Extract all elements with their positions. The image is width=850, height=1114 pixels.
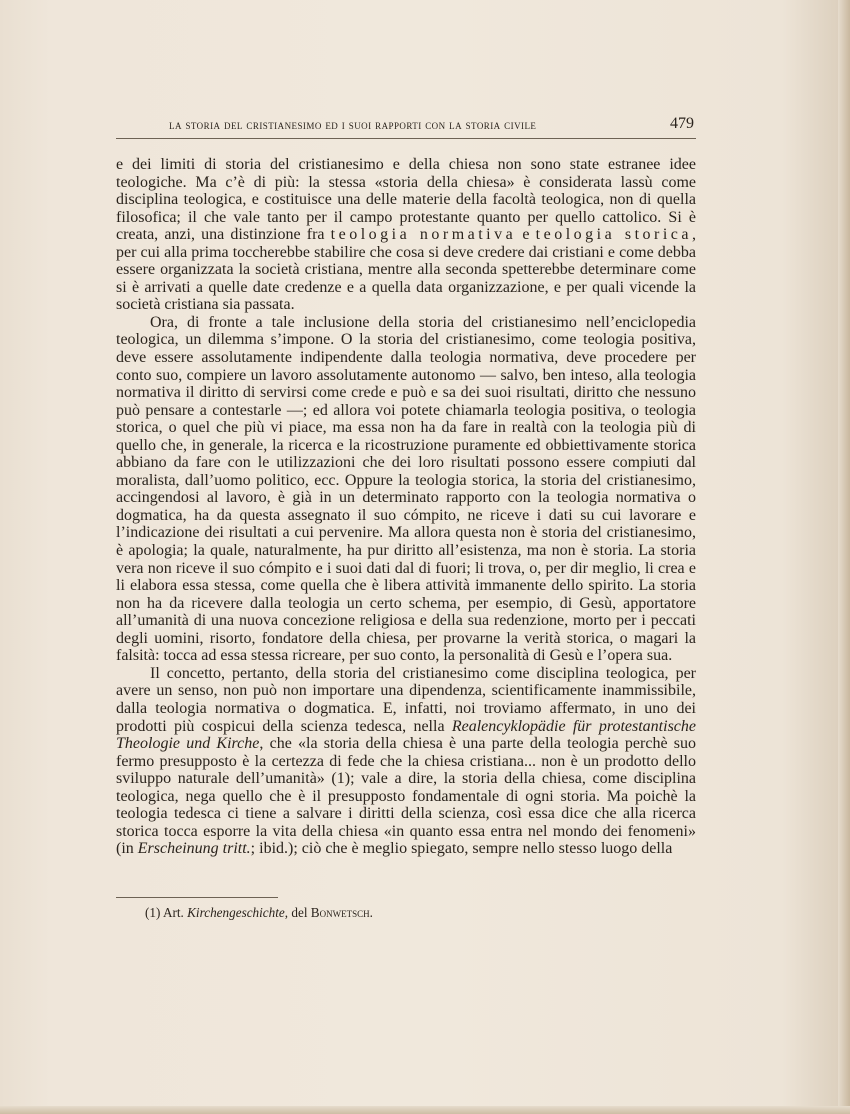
term-teologia-normativa: teologia normativa (330, 226, 517, 244)
footnote-marker: (1) Art. (145, 905, 184, 920)
page-number: 479 (670, 115, 694, 132)
footnote-title: Kirchengeschichte (187, 905, 285, 920)
paragraph-3 (116, 665, 696, 858)
running-title: la storia del cristianesimo ed i suoi rapporti con la storia civile (169, 118, 537, 132)
term-teologia-storica: teologia storica (535, 226, 692, 244)
footnote-mid: , del (284, 905, 308, 920)
work-title-realencyklopadie: Realencyklopädie für protestantische Theologie und Kirche (116, 717, 696, 753)
footnote-author: Bonwetsch (310, 905, 370, 920)
footnote-rule (116, 897, 278, 898)
body-text (116, 156, 696, 858)
page-edge-right (838, 0, 850, 1114)
page-edge-bottom (0, 1106, 850, 1114)
footnote-end: . (369, 905, 373, 920)
p1-text-b: e (516, 226, 536, 244)
quote-erscheinung: Erscheinung tritt. (137, 840, 251, 858)
p3-text-c: ; ibid.); ciò che è meglio spiegato, sempre nello stesso luogo della (250, 840, 673, 858)
paragraph-1 (116, 156, 696, 314)
p3-text-a: Il concetto, pertanto, della storia del cristianesimo come disciplina teologica, per avere un senso, non può non importare una dipendenza, scientificamente inammissibile, dalla teologia normativa o dogmatica. E, infatti, noi troviamo affermato, in uno dei prodotti più cospicui della scienza tedesca, nella (116, 664, 696, 735)
p3-text-b: , che «la storia della chiesa è una parte della teologia perchè suo fermo presupposto è la certezza di fede che la chiesa cristiana... non è un prodotto dello sviluppo naturale dell’umanità» (1); vale a dire, la storia della chiesa, come disciplina teologica, nega quello che è il presupposto fondamentale di ogni storia. Ma poichè la teologia tedesca ci tiene a salvare i diritti della scienza, così essa dice che alla ricerca storica tocca esporre la vita della chiesa «in quanto essa entra nel mondo dei fenomeni» (in (116, 735, 696, 858)
p1-text-a: e dei limiti di storia del cristianesimo e della chiesa non sono state estranee idee teologiche. Ma c’è di più: la stessa «storia della chiesa» è considerata lassù come disciplina teologica, e costituisce una delle materie della facoltà teologica, non di quella filosofica; il che vale tanto per il campo protestante quanto per quello cattolico. Si è creata, anzi, una distinzione fra (116, 156, 696, 244)
paragraph-2: Ora, di fronte a tale inclusione della storia del cristianesimo nell’enciclopedia teologica, un dilemma s’impone. O la storia del cristianesimo, come teologia positiva, deve essere assolutamente indipendente dalla teologia normativa, deve procedere per conto suo, compiere un lavoro assolutamente autonomo — salvo, ben inteso, alla teologia normativa il diritto di servirsi come crede e può e sa dei suoi risultati, diritto che nessuno può pensare a contestarle —; ed allora voi potete chiamarla teologia positiva, o teologia storica, o quel che più vi piace, ma essa non ha da fare in realtà con la teologia più di quello che, in generale, la ricerca e la ricostruzione puramente ed obbiettivamente storica abbiano da fare con le utilizzazioni che dei loro risultati possono essere compiuti dal moralista, dall’uomo politico, ecc. Oppure la teologia storica, la storia del cristianesimo, accingendosi al lavoro, è già in un determinato rapporto con la teologia normativa o dogmatica, ha da questa assegnato il suo cómpito, ne riceve i dati su cui lavorare e l’indicazione dei risultati a cui pervenire. Ma allora questa non è storia del cristianesimo, è apologia; la quale, naturalmente, ha pur diritto all’esistenza, ma non è storia. La storia vera non riceve il suo cómpito e i suoi dati dal di fuori; li trova, o, per dir meglio, li crea e li elabora essa stessa, come quella che è libera attività immanente dello spirito. La storia non ha da ricevere dalla teologia un certo schema, per esempio, di Gesù, apportatore all’umanità di una nuova concezione religiosa e della sua redenzione, morto per i peccati degli uomini, risorto, fondatore della chiesa, per provarne la verità storica, o magari la falsità: tocca ad essa stessa ricreare, per suo conto, la personalità di Gesù e l’opera sua. (116, 313, 696, 665)
footnote (145, 904, 685, 922)
page-header (116, 114, 696, 139)
p1-text-c: , per cui alla prima toccherebbe stabilire che cosa si deve credere dai cristiani e come debba essere organizzata la società cristiana, mentre alla seconda spetterebbe determinare come si è arrivati a quelle date credenze e a quella data organizzazione, e per quali vicende la società cristiana sia passata. (116, 226, 696, 314)
